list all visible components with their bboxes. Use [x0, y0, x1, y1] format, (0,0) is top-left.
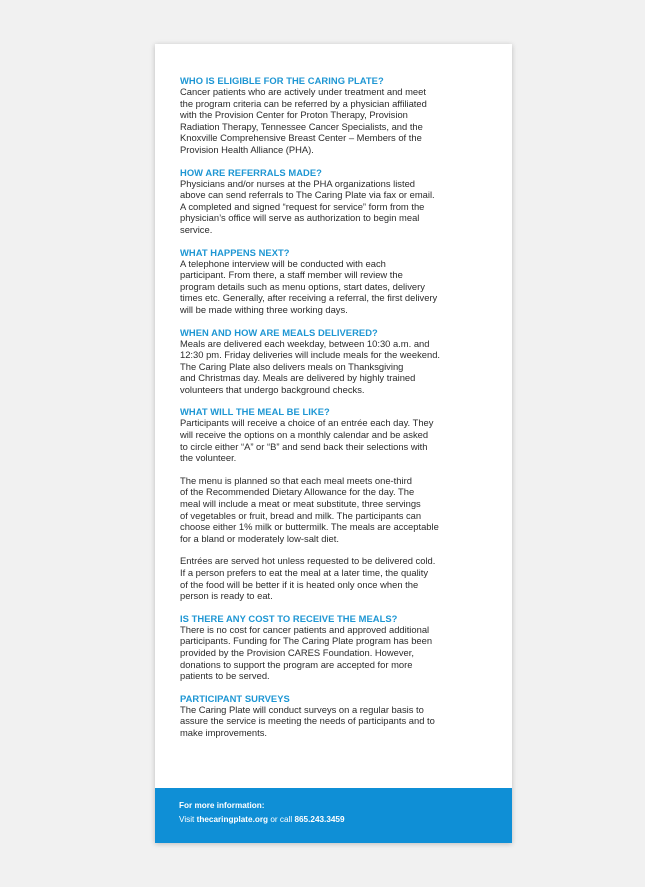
section-heading: IS THERE ANY COST TO RECEIVE THE MEALS? [180, 612, 398, 624]
faq-section-delivery [180, 327, 493, 396]
faq-section-referrals [180, 167, 493, 236]
faq-content [180, 75, 493, 750]
section-paragraph: Entrées are served hot unless requested to be delivered cold. If a person prefers to eat the meal at a later time, the quality of the food will be better if it is heated only once when the person is ready to eat. [180, 555, 436, 602]
section-paragraph: Meals are delivered each weekday, between 10:30 a.m. and 12:30 pm. Friday deliveries will include meals for the weekend. The Caring Plate also delivers meals on Thanksgiving and Christmas day. Meals are delivered by highly trained volunteers that undergo background checks. [180, 337, 441, 395]
faq-section-eligibility [180, 75, 493, 156]
section-heading: HOW ARE REFERRALS MADE? [180, 166, 322, 178]
website-link[interactable]: thecaringplate.org [196, 815, 269, 824]
footer-title: For more information: [179, 801, 265, 810]
visit-label: Visit [179, 815, 195, 824]
section-heading: WHO IS ELIGIBLE FOR THE CARING PLATE? [180, 75, 384, 86]
brochure-panel [155, 44, 512, 843]
section-paragraph: The Caring Plate will conduct surveys on a regular basis to assure the service is meeting the needs of participants and to make improvements. [180, 703, 435, 738]
footer-contact-line [179, 815, 345, 824]
section-paragraph: Physicians and/or nurses at the PHA organizations listed above can send referrals to The Caring Plate via fax or email. A completed and signed “request for service” form from the physician’s office will serve as authorization to begin meal service. [180, 177, 435, 235]
section-heading: WHEN AND HOW ARE MEALS DELIVERED? [180, 326, 378, 338]
section-paragraph: Participants will receive a choice of an entrée each day. They will receive the options on a monthly calendar and be asked to circle either “A” or “B” and send back their selections with the volunteer. [180, 417, 434, 464]
faq-section-next-steps [180, 247, 493, 316]
section-heading: WHAT WILL THE MEAL BE LIKE? [180, 406, 330, 418]
section-heading: WHAT HAPPENS NEXT? [180, 246, 290, 258]
section-paragraph: A telephone interview will be conducted with each participant. From there, a staff member will review the program details such as menu options, start dates, delivery times etc. Generally, after receiving a referral, the first delivery will be made withing three working days. [180, 257, 438, 315]
section-paragraph: The menu is planned so that each meal meets one-third of the Recommended Dietary Allowance for the day. The meal will include a meat or meat substitute, three servings of vegetables or fruit, bread and milk. The participants can choose either 1% milk or buttermilk. The meals are acceptable for a bland or moderately low-salt diet. [180, 474, 439, 544]
section-paragraph: Cancer patients who are actively under treatment and meet the program criteria can be referred by a physician affiliated with the Provision Center for Proton Therapy, Provision Radiation Therapy, Tennessee Cancer Specialists, and the Knoxville Comprehensive Breast Center – Members of the Provision Health Alliance (PHA). [180, 86, 427, 155]
section-heading: PARTICIPANT SURVEYS [180, 692, 290, 704]
footer-banner [155, 788, 512, 843]
faq-section-surveys [180, 693, 493, 739]
phone-number[interactable]: 865.243.3459 [294, 815, 345, 824]
faq-section-cost [180, 613, 493, 682]
faq-section-meal [180, 406, 493, 601]
section-paragraph: There is no cost for cancer patients and approved additional participants. Funding for The Caring Plate program has been provided by the Provision CARES Foundation. However, donations to support the program are accepted for more patients to be served. [180, 623, 433, 682]
call-label: or call [270, 815, 293, 824]
